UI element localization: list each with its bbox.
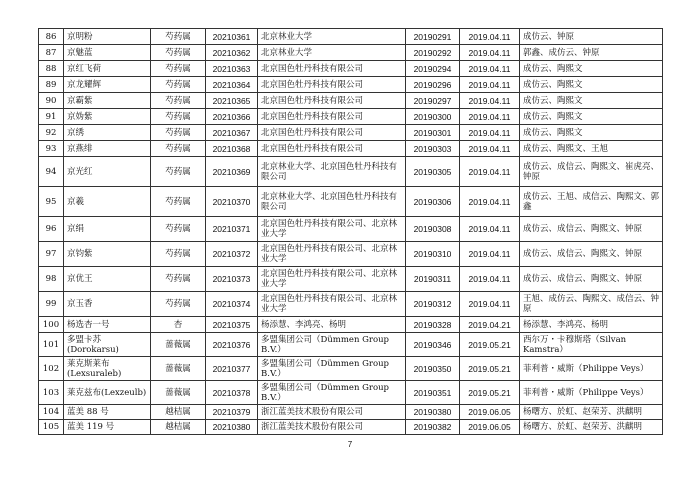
breeders: 菲利普・威斯（Philippe Veys） <box>520 357 663 381</box>
breeders: 成仿云、陶熙文 <box>520 93 663 109</box>
table-row <box>39 77 663 93</box>
breeders: 西尔万・卡穆斯塔（Silvan Kamstra） <box>520 333 663 357</box>
variety-name: 京光红 <box>64 157 151 187</box>
table-row <box>39 45 663 61</box>
breeders: 王旭、成仿云、陶熙文、成信云、钟原 <box>520 292 663 317</box>
table-row <box>39 292 663 317</box>
page-number: 7 <box>347 440 353 449</box>
application-date: 2019.06.05 <box>460 420 520 435</box>
application-date: 2019.04.11 <box>460 109 520 125</box>
table-row <box>39 242 663 267</box>
genus: 越桔属 <box>151 420 206 435</box>
variety-name: 京绣 <box>64 125 151 141</box>
owner: 杨添慧、李鸿亮、杨明 <box>258 317 406 333</box>
table-row <box>39 141 663 157</box>
application-number: 20190300 <box>406 109 460 125</box>
table-row <box>39 381 663 405</box>
owner: 北京国色牡丹科技有限公司、北京林业大学 <box>258 292 406 317</box>
application-number: 20190297 <box>406 93 460 109</box>
genus: 芍药属 <box>151 61 206 77</box>
owner: 北京国色牡丹科技有限公司 <box>258 109 406 125</box>
row-number: 89 <box>39 77 64 93</box>
breeders: 杨曙方、於虹、赵荣芳、洪麒明 <box>520 420 663 435</box>
registration-number: 20210374 <box>206 292 258 317</box>
application-date: 2019.04.11 <box>460 29 520 45</box>
application-number: 20190312 <box>406 292 460 317</box>
application-date: 2019.04.11 <box>460 141 520 157</box>
genus: 蔷薇属 <box>151 381 206 405</box>
genus: 芍药属 <box>151 77 206 93</box>
application-number: 20190380 <box>406 405 460 420</box>
breeders: 成仿云、成信云、陶熙文、钟原 <box>520 267 663 292</box>
table-row <box>39 420 663 435</box>
table-row <box>39 405 663 420</box>
breeders: 成仿云、陶熙文 <box>520 109 663 125</box>
breeders: 成仿云、成信云、陶熙文、钟原 <box>520 217 663 242</box>
application-date: 2019.04.11 <box>460 157 520 187</box>
breeders: 郭鑫、成仿云、钟原 <box>520 45 663 61</box>
row-number: 99 <box>39 292 64 317</box>
variety-name: 京明粉 <box>64 29 151 45</box>
owner: 浙江蓝美技术股份有限公司 <box>258 405 406 420</box>
application-number: 20190292 <box>406 45 460 61</box>
variety-name: 京玉香 <box>64 292 151 317</box>
genus: 芍药属 <box>151 141 206 157</box>
variety-name: 京燕绯 <box>64 141 151 157</box>
breeders: 成仿云、陶熙文 <box>520 125 663 141</box>
application-number: 20190296 <box>406 77 460 93</box>
application-number: 20190351 <box>406 381 460 405</box>
application-date: 2019.05.21 <box>460 333 520 357</box>
owner: 北京林业大学 <box>258 29 406 45</box>
variety-name: 京霸紫 <box>64 93 151 109</box>
genus: 芍药属 <box>151 125 206 141</box>
variety-name: 京羲 <box>64 187 151 217</box>
application-date: 2019.04.11 <box>460 267 520 292</box>
owner: 北京国色牡丹科技有限公司 <box>258 61 406 77</box>
application-date: 2019.04.11 <box>460 187 520 217</box>
row-number: 98 <box>39 267 64 292</box>
owner: 多盟集团公司（Dümmen Group B.V.） <box>258 381 406 405</box>
row-number: 86 <box>39 29 64 45</box>
owner: 北京林业大学、北京国色牡丹科技有限公司 <box>258 157 406 187</box>
owner: 北京国色牡丹科技有限公司 <box>258 125 406 141</box>
application-date: 2019.04.11 <box>460 61 520 77</box>
application-date: 2019.04.11 <box>460 242 520 267</box>
registration-number: 20210371 <box>206 217 258 242</box>
table-row <box>39 357 663 381</box>
table-row <box>39 29 663 45</box>
registration-number: 20210370 <box>206 187 258 217</box>
table-row <box>39 267 663 292</box>
registration-number: 20210361 <box>206 29 258 45</box>
registration-number: 20210366 <box>206 109 258 125</box>
table-row <box>39 187 663 217</box>
variety-name: 多盟卡苏(Dorokarsu) <box>64 333 151 357</box>
table-row <box>39 317 663 333</box>
owner: 北京国色牡丹科技有限公司、北京林业大学 <box>258 217 406 242</box>
genus: 蔷薇属 <box>151 333 206 357</box>
registration-number: 20210373 <box>206 267 258 292</box>
application-number: 20190310 <box>406 242 460 267</box>
variety-name: 京红飞荷 <box>64 61 151 77</box>
owner: 北京国色牡丹科技有限公司 <box>258 141 406 157</box>
application-number: 20190301 <box>406 125 460 141</box>
variety-name: 蓝美 88 号 <box>64 405 151 420</box>
owner: 北京林业大学、北京国色牡丹科技有限公司 <box>258 187 406 217</box>
row-number: 100 <box>39 317 64 333</box>
genus: 蔷薇属 <box>151 357 206 381</box>
row-number: 93 <box>39 141 64 157</box>
application-date: 2019.04.11 <box>460 77 520 93</box>
breeders: 成仿云、陶熙文 <box>520 77 663 93</box>
genus: 芍药属 <box>151 242 206 267</box>
registration-number: 20210378 <box>206 381 258 405</box>
variety-name: 莱克兹布(Lexzeulb) <box>64 381 151 405</box>
application-date: 2019.04.11 <box>460 125 520 141</box>
application-date: 2019.04.21 <box>460 317 520 333</box>
registration-number: 20210367 <box>206 125 258 141</box>
registration-number: 20210369 <box>206 157 258 187</box>
variety-name: 京钧紫 <box>64 242 151 267</box>
table-row <box>39 109 663 125</box>
application-number: 20190382 <box>406 420 460 435</box>
registration-number: 20210372 <box>206 242 258 267</box>
owner: 多盟集团公司（Dümmen Group B.V.） <box>258 333 406 357</box>
application-date: 2019.06.05 <box>460 405 520 420</box>
genus: 芍药属 <box>151 157 206 187</box>
variety-name: 蓝美 119 号 <box>64 420 151 435</box>
row-number: 102 <box>39 357 64 381</box>
application-number: 20190306 <box>406 187 460 217</box>
breeders: 成仿云、钟原 <box>520 29 663 45</box>
application-date: 2019.04.11 <box>460 45 520 61</box>
genus: 芍药属 <box>151 45 206 61</box>
genus: 杏 <box>151 317 206 333</box>
application-date: 2019.04.11 <box>460 93 520 109</box>
row-number: 94 <box>39 157 64 187</box>
application-date: 2019.04.11 <box>460 217 520 242</box>
registration-number: 20210377 <box>206 357 258 381</box>
genus: 芍药属 <box>151 109 206 125</box>
application-number: 20190308 <box>406 217 460 242</box>
registration-number: 20210368 <box>206 141 258 157</box>
variety-name: 杨选杏一号 <box>64 317 151 333</box>
breeders: 杨曙方、於虹、赵荣芳、洪麒明 <box>520 405 663 420</box>
genus: 芍药属 <box>151 217 206 242</box>
breeders: 成仿云、陶熙文 <box>520 61 663 77</box>
variety-name: 京魅蓝 <box>64 45 151 61</box>
row-number: 95 <box>39 187 64 217</box>
variety-name: 莱克斯莱布(Lexsuraleb) <box>64 357 151 381</box>
application-number: 20190294 <box>406 61 460 77</box>
registration-number: 20210379 <box>206 405 258 420</box>
application-date: 2019.05.21 <box>460 381 520 405</box>
variety-table <box>38 28 663 435</box>
application-number: 20190350 <box>406 357 460 381</box>
owner: 北京林业大学 <box>258 45 406 61</box>
application-date: 2019.05.21 <box>460 357 520 381</box>
row-number: 90 <box>39 93 64 109</box>
application-number: 20190311 <box>406 267 460 292</box>
table-row <box>39 61 663 77</box>
table-body <box>39 29 663 435</box>
breeders: 成仿云、王旭、成信云、陶熙文、郭鑫 <box>520 187 663 217</box>
breeders: 杨添慧、李鸿亮、杨明 <box>520 317 663 333</box>
breeders: 成仿云、成信云、陶熙文、钟原 <box>520 242 663 267</box>
variety-name: 京优王 <box>64 267 151 292</box>
table-row <box>39 125 663 141</box>
row-number: 103 <box>39 381 64 405</box>
owner: 北京国色牡丹科技有限公司 <box>258 93 406 109</box>
row-number: 88 <box>39 61 64 77</box>
table-row <box>39 333 663 357</box>
owner: 北京国色牡丹科技有限公司 <box>258 77 406 93</box>
application-number: 20190328 <box>406 317 460 333</box>
registration-number: 20210362 <box>206 45 258 61</box>
breeders: 成仿云、陶熙文、王旭 <box>520 141 663 157</box>
genus: 芍药属 <box>151 187 206 217</box>
variety-name: 京龙耀辉 <box>64 77 151 93</box>
registration-number: 20210375 <box>206 317 258 333</box>
registration-number: 20210376 <box>206 333 258 357</box>
row-number: 96 <box>39 217 64 242</box>
row-number: 87 <box>39 45 64 61</box>
row-number: 101 <box>39 333 64 357</box>
variety-name: 京绢 <box>64 217 151 242</box>
breeders: 菲利普・威斯（Philippe Veys） <box>520 381 663 405</box>
owner: 多盟集团公司（Dümmen Group B.V.） <box>258 357 406 381</box>
table-row <box>39 217 663 242</box>
row-number: 91 <box>39 109 64 125</box>
application-number: 20190291 <box>406 29 460 45</box>
registration-number: 20210363 <box>206 61 258 77</box>
owner: 北京国色牡丹科技有限公司、北京林业大学 <box>258 242 406 267</box>
application-number: 20190346 <box>406 333 460 357</box>
application-number: 20190303 <box>406 141 460 157</box>
application-number: 20190305 <box>406 157 460 187</box>
row-number: 104 <box>39 405 64 420</box>
table-row <box>39 93 663 109</box>
genus: 芍药属 <box>151 292 206 317</box>
registration-number: 20210365 <box>206 93 258 109</box>
row-number: 92 <box>39 125 64 141</box>
genus: 芍药属 <box>151 267 206 292</box>
registration-number: 20210364 <box>206 77 258 93</box>
row-number: 105 <box>39 420 64 435</box>
owner: 浙江蓝美技术股份有限公司 <box>258 420 406 435</box>
genus: 芍药属 <box>151 93 206 109</box>
owner: 北京国色牡丹科技有限公司、北京林业大学 <box>258 267 406 292</box>
genus: 越桔属 <box>151 405 206 420</box>
breeders: 成仿云、成信云、陶熙文、崔虎亮、钟原 <box>520 157 663 187</box>
registration-number: 20210380 <box>206 420 258 435</box>
application-date: 2019.04.11 <box>460 292 520 317</box>
row-number: 97 <box>39 242 64 267</box>
variety-name: 京妫紫 <box>64 109 151 125</box>
genus: 芍药属 <box>151 29 206 45</box>
table-row <box>39 157 663 187</box>
